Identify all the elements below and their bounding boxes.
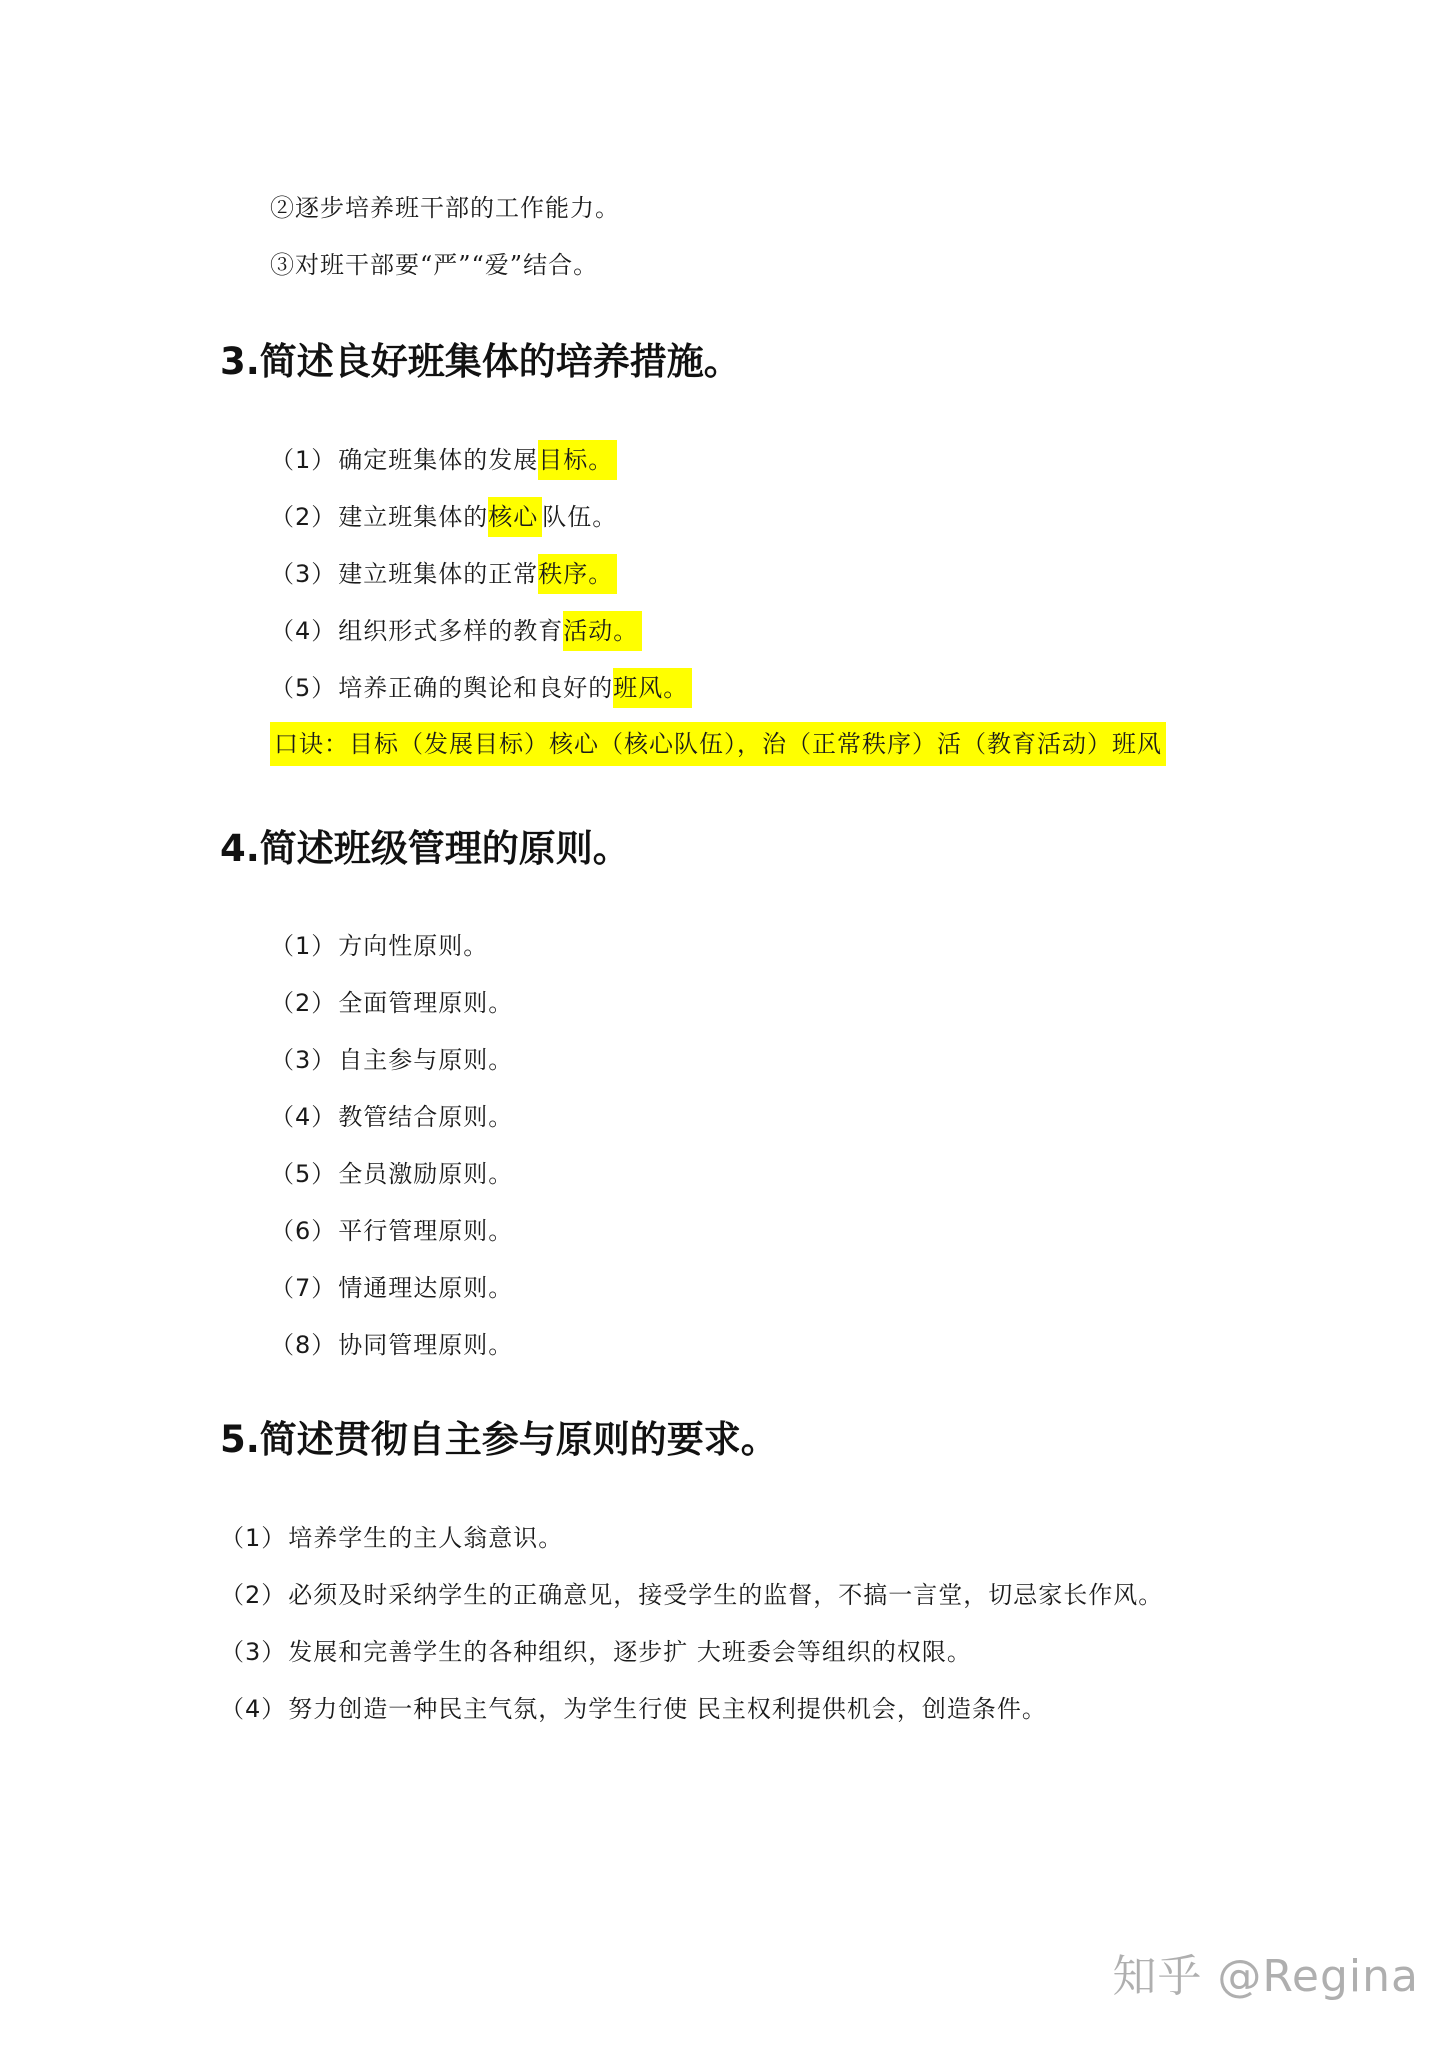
item-text: 协同管理原则。 [338, 1331, 514, 1359]
item-text: 自主参与原则。 [338, 1046, 514, 1074]
zhihu-watermark: 知乎 @Regina [1112, 1951, 1419, 2002]
item-number: （8） [270, 1331, 337, 1359]
highlighted-keyword: 活动。 [563, 611, 642, 651]
item-number: （5） [270, 674, 337, 702]
item-number: （1） [270, 932, 337, 960]
item-text: 平行管理原则。 [338, 1217, 514, 1245]
item-number: （2） [220, 1581, 287, 1609]
list-item [270, 670, 692, 706]
list-item [220, 1577, 1163, 1613]
list-item [270, 1327, 513, 1363]
item-text: 全员激励原则。 [338, 1160, 514, 1188]
item-number: （3） [220, 1638, 287, 1666]
highlighted-keyword: 核心 [488, 497, 542, 537]
item-text: 建立班集体的 [338, 503, 489, 531]
list-item [270, 556, 617, 592]
list-item [270, 1270, 513, 1306]
item-number: （3） [270, 1046, 337, 1074]
item-number: （2） [270, 989, 337, 1017]
list-item [220, 1634, 972, 1670]
section-3-title: 3.简述良好班集体的培养措施。 [220, 340, 741, 383]
list-item [270, 1099, 513, 1135]
item-number: （3） [270, 560, 337, 588]
item-number: （1） [270, 446, 337, 474]
item-text: 必须及时采纳学生的正确意见，接受学生的监督，不搞一言堂，切忌家长作风。 [288, 1581, 1164, 1609]
intro-item: ②逐步培养班干部的工作能力。 [270, 194, 620, 222]
intro-item: ③对班干部要“严”“爱”结合。 [270, 251, 599, 279]
item-text: 教管结合原则。 [338, 1103, 514, 1131]
list-item [220, 1520, 563, 1556]
item-number: （2） [270, 503, 337, 531]
list-item [270, 613, 642, 649]
list-item [270, 985, 513, 1021]
item-text-after: 队伍。 [542, 503, 618, 531]
item-text: 努力创造一种民主气氛，为学生行使 民主权利提供机会，创造条件。 [288, 1695, 1047, 1723]
section-5-title: 5.简述贯彻自主参与原则的要求。 [220, 1418, 778, 1461]
item-number: （6） [270, 1217, 337, 1245]
list-item [220, 1691, 1047, 1727]
list-item [270, 1042, 513, 1078]
list-item [270, 442, 617, 478]
item-number: （4） [270, 617, 337, 645]
list-item [270, 1213, 513, 1249]
item-text: 发展和完善学生的各种组织，逐步扩 大班委会等组织的权限。 [288, 1638, 972, 1666]
item-text: 建立班集体的正常 [338, 560, 539, 588]
item-number: （4） [220, 1695, 287, 1723]
item-text: 情通理达原则。 [338, 1274, 514, 1302]
item-text: 确定班集体的发展 [338, 446, 539, 474]
item-number: （1） [220, 1524, 287, 1552]
list-item [270, 499, 617, 535]
item-number: （4） [270, 1103, 337, 1131]
list-item [270, 1156, 513, 1192]
highlighted-keyword: 秩序。 [538, 554, 617, 594]
item-text: 组织形式多样的教育 [338, 617, 564, 645]
highlighted-keyword: 目标。 [538, 440, 617, 480]
list-item [270, 928, 488, 964]
item-text: 全面管理原则。 [338, 989, 514, 1017]
highlighted-keyword: 班风。 [613, 668, 692, 708]
item-text: 培养正确的舆论和良好的 [338, 674, 614, 702]
section-4-title: 4.简述班级管理的原则。 [220, 827, 630, 870]
item-text: 培养学生的主人翁意识。 [288, 1524, 564, 1552]
item-number: （7） [270, 1274, 337, 1302]
item-text: 方向性原则。 [338, 932, 489, 960]
item-number: （5） [270, 1160, 337, 1188]
mnemonic-highlight: 口诀：目标（发展目标）核心（核心队伍），治（正常秩序）活（教育活动）班风 [270, 722, 1166, 766]
